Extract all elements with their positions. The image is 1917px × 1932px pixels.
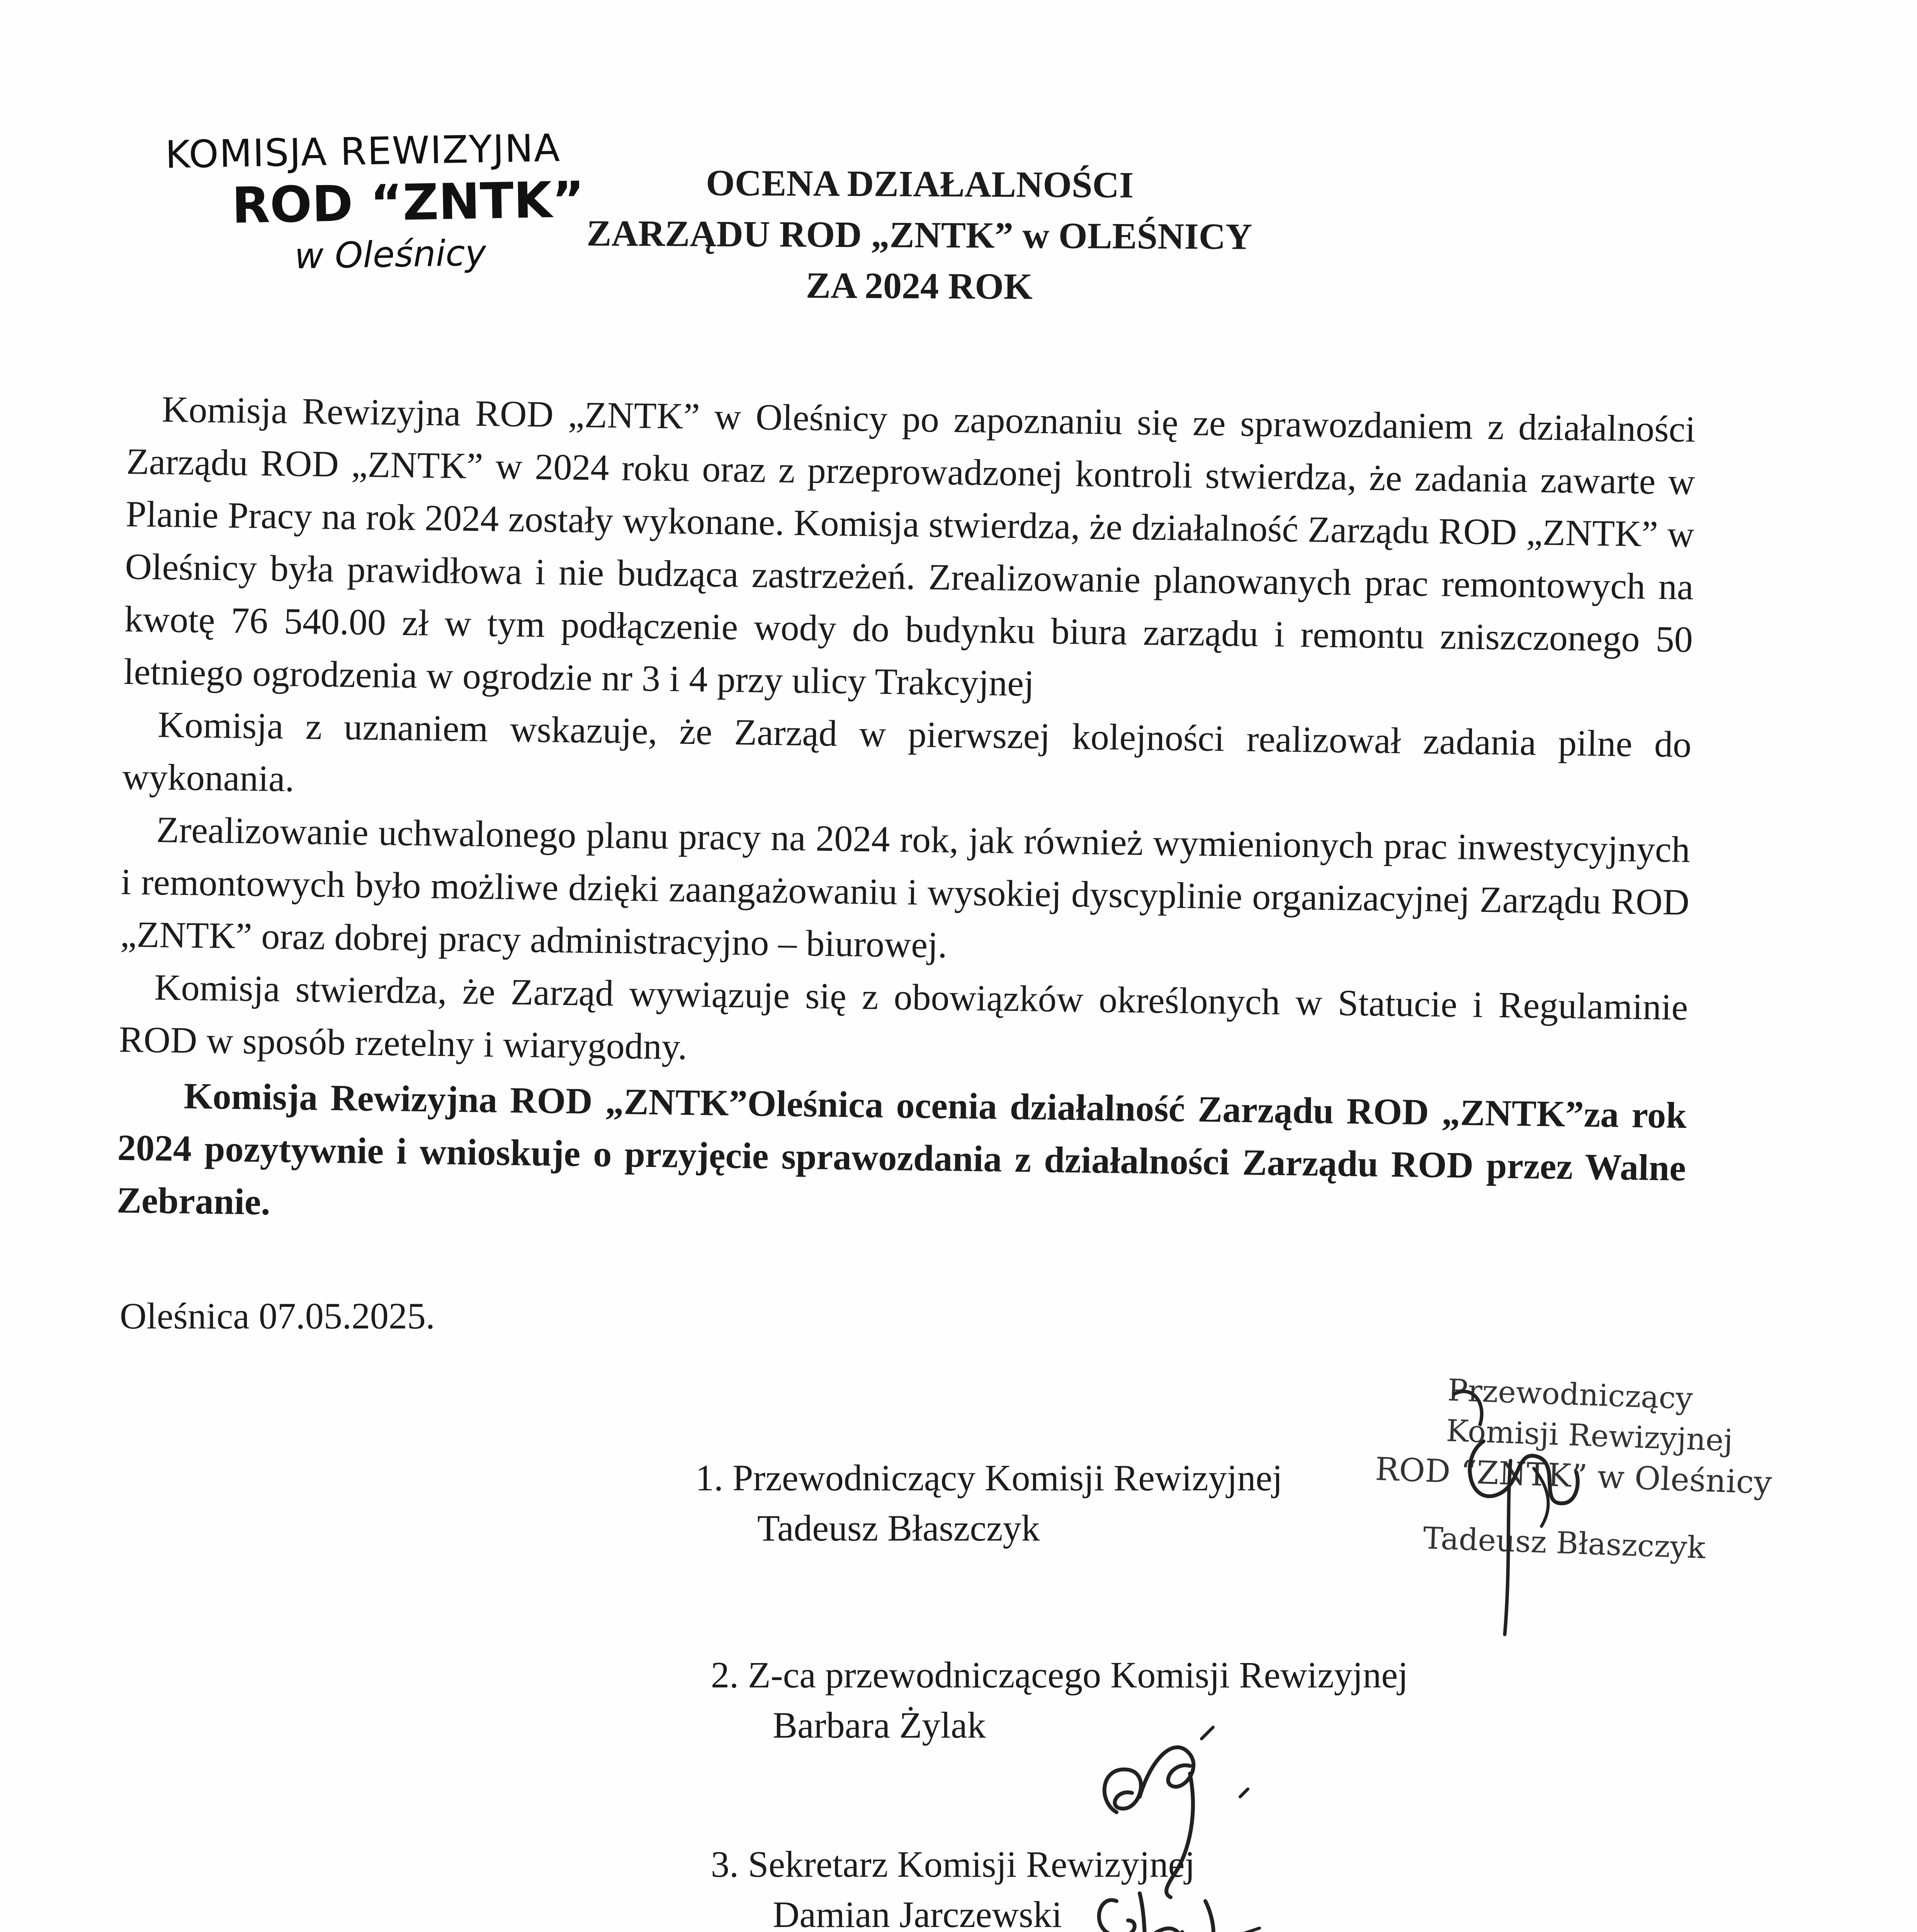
signer-role: 2. Z-ca przewodniczącego Komisji Rewizyjnej <box>711 1654 1408 1696</box>
signer-role: 1. Przewodniczący Komisji Rewizyjnej <box>695 1457 1283 1498</box>
stamp-line-city: w Oleśnicy <box>294 232 487 277</box>
stamp-line-rod: ROD “ZNTK” <box>231 171 585 235</box>
place-and-date: Oleśnica 07.05.2025. <box>120 1295 435 1337</box>
chairman-name-stamp <box>1372 1368 1827 1573</box>
stamp-line-name: Tadeusz Błaszczyk <box>1422 1521 1706 1566</box>
document-title <box>533 156 1306 313</box>
body-paragraph: Zrealizowanie uchwalonego planu pracy na 2024 rok, jak również wymienionych prac inwestycyjnych i remontowych było możliwe dzięki zaangażowaniu i wysokiej dyscyplinie organizacyjnej Zarządu ROD „ZNTK” oraz dobrej pracy administracyjno – biurowej. <box>120 809 1691 966</box>
document-body <box>116 383 1696 1247</box>
conclusion-paragraph: Komisja Rewizyjna ROD „ZNTK”Oleśnica ocenia działalność Zarządu ROD „ZNTK”za rok 2024 pozytywnie i wnioskuje o przyjęcie sprawozdania z działalności Zarządu ROD przez Walne Zebranie. <box>116 1075 1687 1223</box>
signer-name: Barbara Żylak <box>773 1704 986 1746</box>
title-line-3: ZA 2024 ROK <box>806 264 1033 307</box>
title-line-1: OCENA DZIAŁALNOŚCI <box>705 162 1134 206</box>
signer-name: Tadeusz Błaszczyk <box>757 1507 1040 1549</box>
stamp-line-commission: KOMISJA REWIZYJNA <box>165 126 561 177</box>
stamp-line-title: Przewodniczący <box>1447 1373 1694 1417</box>
signer-secretary <box>711 1839 1638 1932</box>
stamp-line-rod: ROD “ZNTK” w Oleśnicy <box>1375 1451 1773 1502</box>
body-paragraph: Komisja stwierdza, że Zarząd wywiązuje się z obowiązków określonych w Statucie i Regulaminie ROD w sposób rzetelny i wiarygodny. <box>119 966 1688 1068</box>
body-paragraph: Komisja z uznaniem wskazuje, że Zarząd w pierwszej kolejności realizował zadania pilne do wykonania. <box>122 704 1692 799</box>
signer-deputy <box>711 1650 1638 1750</box>
signer-name: Damian Jarczewski <box>773 1894 1062 1932</box>
body-paragraph: Komisja Rewizyjna ROD „ZNTK” w Oleśnicy po zapoznaniu się ze sprawozdaniem z działalności Zarządu ROD „ZNTK” w 2024 roku oraz z przeprowadzonej kontroli stwierdza, że zadania zawarte w Planie Pracy na rok 2024 zostały wykonane. Komisja stwierdza, że działalność Zarządu ROD „ZNTK” w Oleśnicy była prawidłowa i nie budząca zastrzeżeń. Zrealizowanie planowanych prac remontowych na kwotę 76 540.00 zł w tym podłączenie wody do budynku biura zarządu i remontu zniszczonego 50 letniego ogrodzenia w ogrodzie nr 3 i 4 przy ulicy Trakcyjnej <box>123 388 1696 704</box>
signer-role: 3. Sekretarz Komisji Rewizyjnej <box>711 1844 1195 1885</box>
stamp-line-commission: Komisji Rewizyjnej <box>1445 1413 1733 1458</box>
title-line-2: ZARZĄDU ROD „ZNTK” w OLEŚNICY <box>586 212 1253 257</box>
